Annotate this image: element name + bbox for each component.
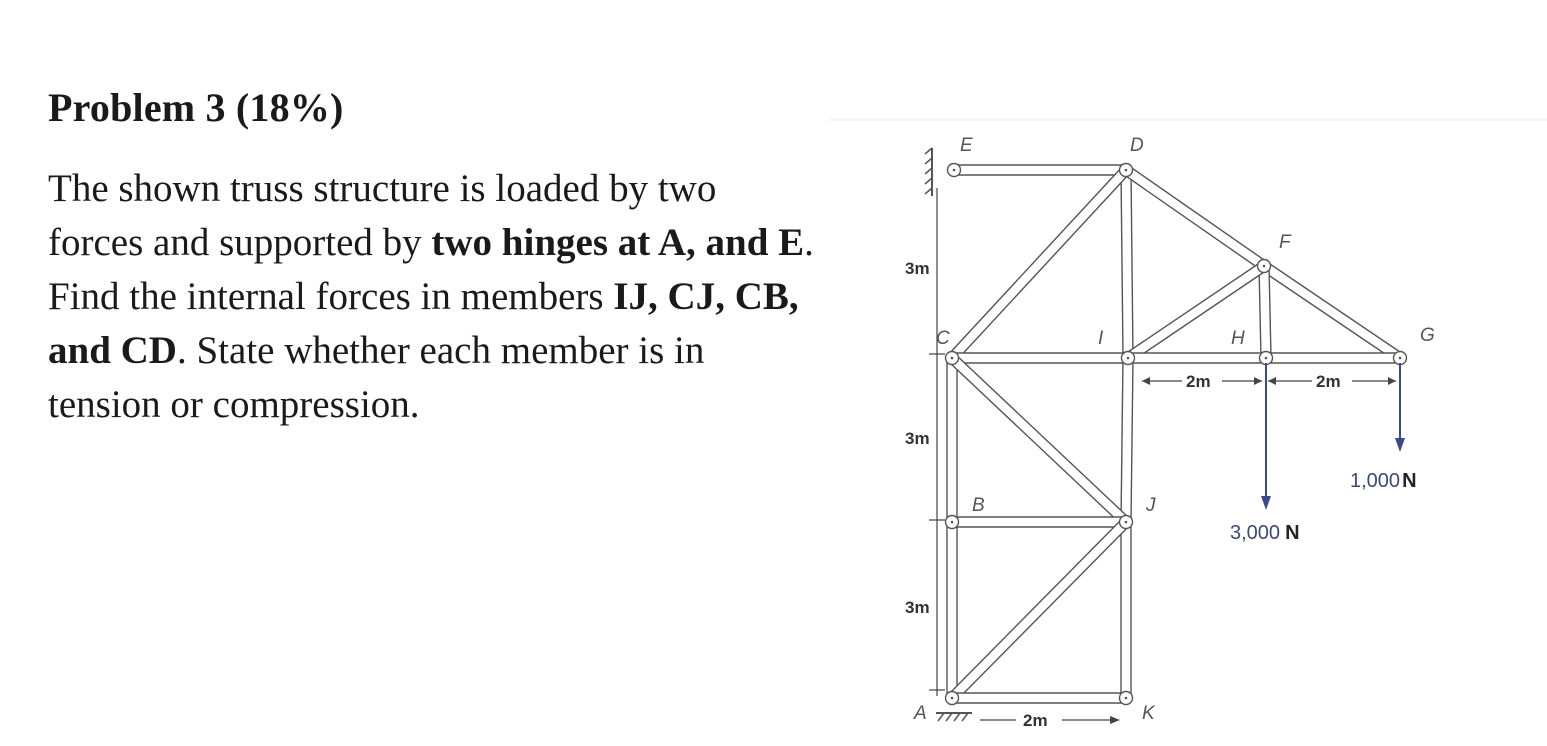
figure-top-edge: [830, 118, 1547, 121]
dim-arrow-hg-left: [1268, 377, 1276, 385]
load-unit-3000: N: [1285, 522, 1300, 544]
truss-diagram: [830, 118, 1547, 746]
joint-pin-i: [1127, 357, 1130, 360]
dim-label-2m-hg: 2m: [1316, 372, 1341, 391]
member-hg: [1266, 353, 1400, 363]
member-di: [1121, 170, 1133, 358]
joint-pin-g: [1399, 357, 1402, 360]
member-fg: [1261, 262, 1403, 362]
load-value-3000: 3,000: [1230, 522, 1281, 544]
truss-joints: [946, 164, 1407, 705]
member-ih: [1128, 353, 1266, 363]
statement-part-3: . State whether each member is in tension or compression.: [48, 329, 705, 426]
joint-pin-d: [1125, 169, 1128, 172]
truss-figure: [830, 118, 1547, 746]
joint-label-a: A: [914, 703, 927, 724]
load-unit-1000: N: [1402, 470, 1417, 492]
load-arrow-head-h: [1261, 496, 1271, 510]
member-cb: [947, 358, 957, 522]
member-df: [1123, 166, 1267, 270]
joint-label-f: F: [1279, 232, 1291, 253]
joint-pin-j: [1125, 521, 1128, 524]
dim-arrow-ih-right: [1254, 377, 1262, 385]
dim-label-3m-middle: 3m: [905, 429, 930, 448]
joint-pin-c: [951, 357, 954, 360]
support-e-hatch: [925, 148, 932, 194]
joint-label-k: K: [1142, 703, 1155, 724]
dim-label-3m-top: 3m: [905, 259, 930, 278]
joint-label-c: C: [936, 328, 950, 349]
truss-members: [947, 165, 1403, 703]
member-bj: [952, 517, 1126, 527]
joint-pin-e: [953, 169, 956, 172]
dim-label-2m-bottom: 2m: [1023, 711, 1048, 730]
dimension-lines: [905, 188, 1396, 730]
problem-statement: [48, 162, 818, 432]
dim-arrow-ih-left: [1142, 377, 1150, 385]
joint-pin-f: [1263, 265, 1266, 268]
joint-pin-b: [951, 521, 954, 524]
member-ij: [1121, 358, 1133, 522]
load-label-1000n: [1350, 470, 1417, 492]
statement-part-2: . Find the internal forces in members: [48, 221, 814, 318]
support-a-hatch: [938, 713, 968, 721]
member-ba: [947, 522, 957, 698]
member-jk: [1121, 522, 1131, 698]
joint-pin-h: [1265, 357, 1268, 360]
joint-label-h: H: [1231, 328, 1245, 349]
member-ed: [954, 165, 1126, 175]
statement-part-1: The shown truss structure is loaded by two forces and supported by: [48, 167, 717, 264]
joint-label-d: D: [1130, 135, 1144, 156]
dim-label-3m-bottom: 3m: [905, 598, 930, 617]
member-ci: [952, 353, 1128, 363]
problem-title: Problem 3 (18%): [48, 85, 344, 130]
statement-bold-members: IJ, CJ, CB, and CD: [48, 275, 799, 372]
member-if: [1125, 262, 1267, 362]
joint-pin-a: [951, 697, 954, 700]
joint-labels: [913, 135, 1435, 724]
joint-label-g: G: [1420, 325, 1435, 346]
load-value-1000: 1,000: [1350, 470, 1401, 492]
member-aj: [948, 518, 1129, 701]
load-label-3000n: [1230, 522, 1300, 544]
dim-arrow-hg-right: [1388, 377, 1396, 385]
joint-label-e: E: [960, 135, 973, 156]
member-fh: [1259, 266, 1271, 358]
joint-label-b: B: [972, 495, 985, 516]
joint-pin-k: [1125, 697, 1128, 700]
joint-label-i: I: [1098, 328, 1104, 349]
dim-label-2m-ih: 2m: [1186, 372, 1211, 391]
joint-label-j: J: [1146, 495, 1156, 516]
dim-arrow-bottom: [1110, 716, 1120, 724]
member-ak: [952, 693, 1126, 703]
load-arrow-head-g: [1395, 438, 1405, 452]
statement-bold-supports: two hinges at A, and E: [431, 221, 805, 264]
